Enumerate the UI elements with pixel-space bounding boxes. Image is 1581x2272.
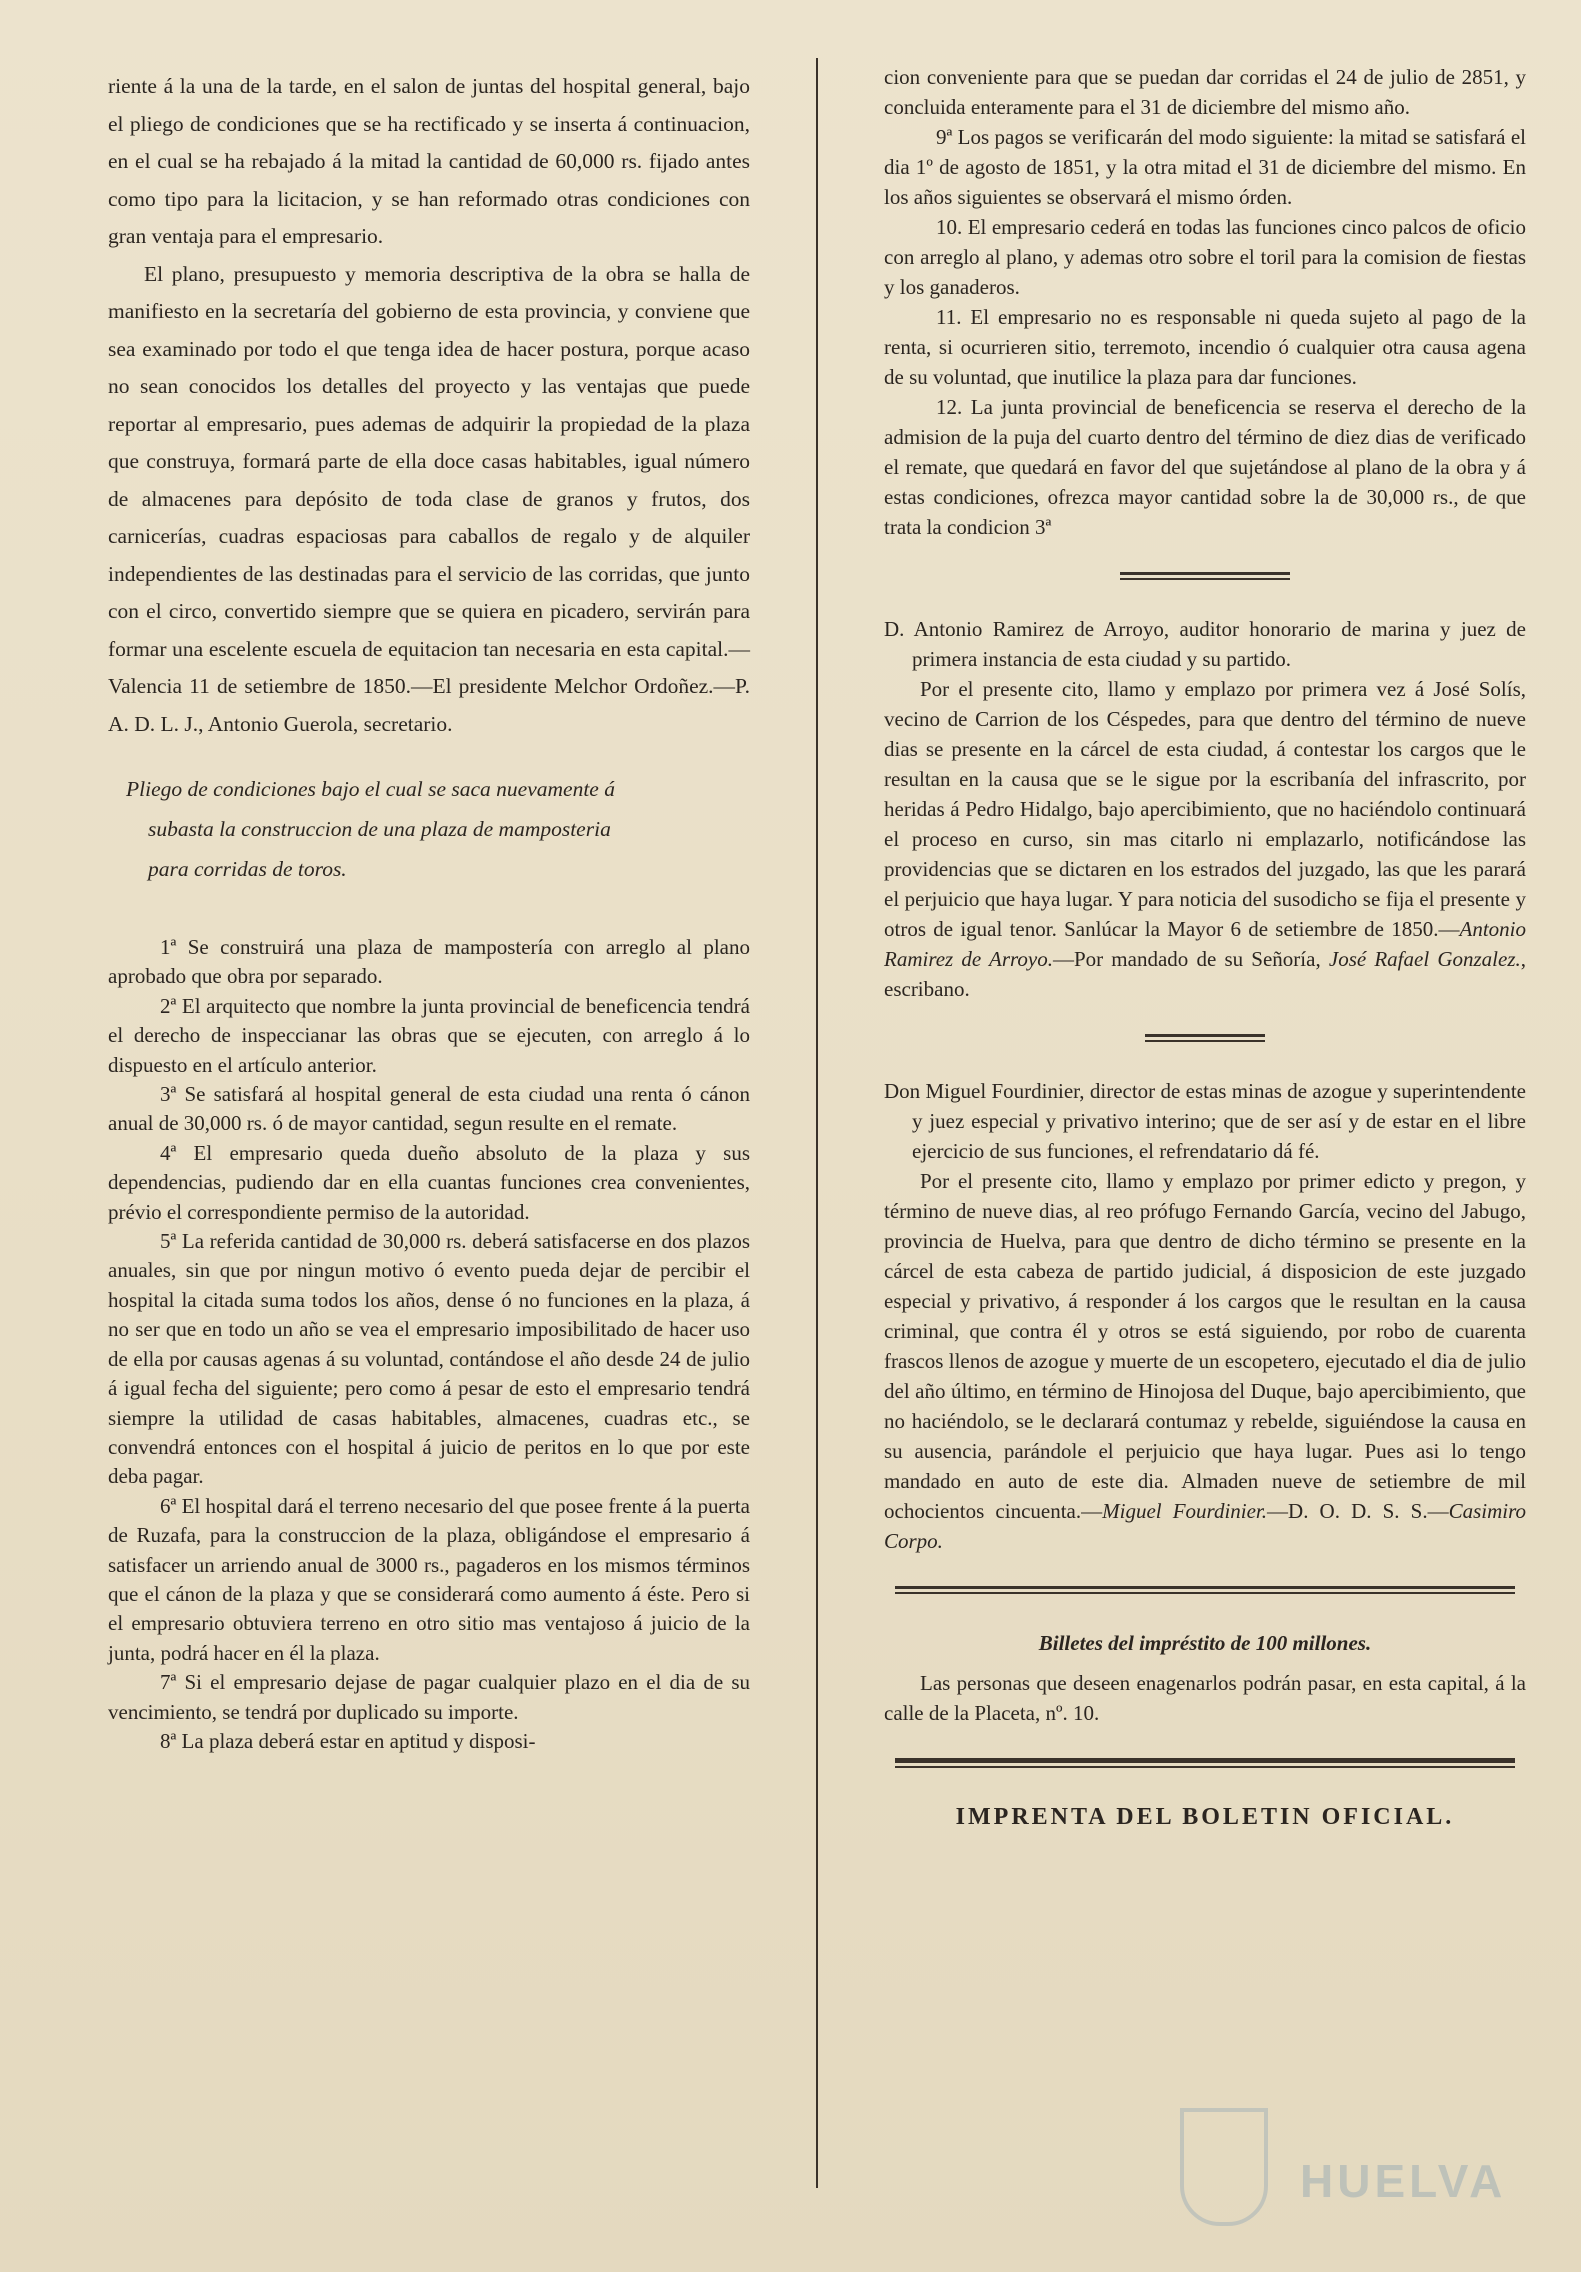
edict1-signature-judge: Antonio Ramirez de Arroyo.: [884, 917, 1526, 971]
condition-10: 10. El empresario cederá en todas las funciones cinco palcos de oficio con arreglo al plano, y ademas otro sobre el toril para la comision de fiestas y los ganaderos.: [884, 215, 1526, 299]
left-column: [108, 68, 750, 1756]
billetes-body: Las personas que deseen enagenarlos podrán pasar, en esta capital, á la calle de la Placeta, nº. 10.: [884, 1671, 1526, 1725]
condition-9: 9ª Los pagos se verificarán del modo siguiente: la mitad se satisfará el dia 1º de agosto de 1851, y la otra mitad el 31 de diciembre del mismo. En los años siguientes se observará el mismo órden.: [884, 125, 1526, 209]
section-divider: [1120, 572, 1290, 582]
billetes-title: Billetes del impréstito de 100 millones.: [1038, 1631, 1372, 1655]
printer-footer: IMPRENTA DEL BOLETIN OFICIAL.: [955, 1804, 1455, 1830]
pliego-heading-line2: subasta la construccion de una plaza de mamposteria: [148, 817, 611, 841]
condition-8: 8ª La plaza deberá estar en aptitud y disposi-: [160, 1728, 536, 1753]
section-divider: [1145, 1034, 1265, 1044]
plano-paragraph: El plano, presupuesto y memoria descriptiva de la obra se halla de manifiesto en la secretaría del gobierno de esta provincia, y conviene que sea examinado por todo el que tenga idea de hacer postura, porque acaso no sean conocidos los detalles del proyecto y las ventajas que puede reportar al empresario, pues ademas de adquirir la propiedad de la plaza que construya, formará parte de ella doce casas habitables, igual número de almacenes para depósito de toda clase de granos y frutos, dos carnicerías, cuadras espaciosas para caballos de regalo y de alquiler independientes de las destinadas para el servicio de las corridas, que junto con el circo, convertido siempre que se quiera en picadero, servirán para formar una escelente escuela de equitacion tan necesaria en esta capital.—Valencia 11 de setiembre de 1850.—El presidente Melchor Ordoñez.—P. A. D. L. J., Antonio Guerola, secretario.: [108, 261, 750, 736]
edict2-mandate: —D. O. D. S. S.—: [1267, 1499, 1449, 1523]
watermark-text: HUELVA: [1300, 2155, 1507, 2207]
edict2-signature-clerk: Casimiro Corpo.: [884, 1499, 1526, 1553]
edict2-body-text: Por el presente cito, llamo y emplazo por primer edicto y pregon, y término de nueve dias, al reo prófugo Fernando García, vecino del Jabugo, provincia de Huelva, para que dentro de dicho término se presente en la cárcel de esta cabeza de partido judicial, á disposicion de este juzgado especial y privativo, á responder á los cargos que le resultan en la causa criminal, que contra él y otros se está siguiendo, por robo de cuarenta frascos llenos de azogue y muerte de un escopetero, ejecutado el dia de julio del año último, en término de Hinojosa del Duque, bajo apercibimiento, que no haciéndolo, se le declarará contumaz y rebelde, siguiéndose la causa en su ausencia, parándole el perjuicio que haya lugar. Pues asi lo tengo mandado en auto de este dia. Almaden nueve de setiembre de mil ochocientos cincuenta.—: [884, 1169, 1526, 1523]
edict1-mandate: —Por mandado de su Señoría,: [1052, 947, 1321, 971]
edict1-body: [884, 674, 1526, 1004]
condition-5: 5ª La referida cantidad de 30,000 rs. deberá satisfacerse en dos plazos anuales, sin que por ningun motivo ó evento pueda dejar de percibir el hospital la citada suma todos los años, dense ó no funciones en la plaza, á no ser que en todo un año se vea el empresario imposibilitado de hacer uso de ella por causas agenas á su voluntad, contándose el año desde 24 de julio á igual fecha del siguiente; pero como á pesar de esto el empresario tendrá siempre la utilidad de casas habitables, almacenes, cuadras etc., se convendrá entonces con el hospital á juicio de peritos en lo que por este deba pagar.: [108, 1229, 750, 1489]
condition-8-continued: cion conveniente para que se puedan dar corridas el 24 de julio de 2851, y concluida enteramente para el 31 de diciembre del mismo año.: [884, 65, 1526, 119]
condition-2: 2ª El arquitecto que nombre la junta provincial de beneficencia tendrá el derecho de inspeccianar las obras que se ejecuten, con arreglo á lo dispuesto en el artículo anterior.: [108, 993, 750, 1077]
crest-icon: [1180, 2108, 1268, 2226]
conditions-list: [108, 933, 750, 1756]
edict2-body: [884, 1166, 1526, 1556]
condition-6: 6ª El hospital dará el terreno necesario del que posee frente á la puerta de Ruzafa, para la construccion de la plaza, obligándose el empresario á satisfacer un arriendo anual de 3000 rs., pagaderos en los mismos términos que el cánon de la plaza y que se considerará como aumento á éste. Pero si el empresario obtuviera terreno en otro sitio mas ventajoso á juicio de la junta, podrá hacer en él la plaza.: [108, 1493, 750, 1665]
condition-3: 3ª Se satisfará al hospital general de esta ciudad una renta ó cánon anual de 30,000 rs. ó de mayor cantidad, segun resulte en el remate.: [108, 1082, 750, 1136]
condition-12: 12. La junta provincial de beneficencia se reserva el derecho de la admision de la puja del cuarto dentro del término de diez dias de verificado el remate, que quedará en favor del que sujetándose al plano de la obra y á estas condiciones, ofrezca mayor cantidad sobre la de 30,000 rs., de que trata la condicion 3ª: [884, 395, 1526, 539]
condition-1: 1ª Se construirá una plaza de mampostería con arreglo al plano aprobado que obra por separado.: [108, 935, 750, 989]
condition-11: 11. El empresario no es responsable ni queda sujeto al pago de la renta, si ocurrieren sitio, terremoto, incendio ó cualquier otra causa agena de su voluntad, que inutilice la plaza para dar funciones.: [884, 305, 1526, 389]
edict2-signature-director: Miguel Fourdinier.: [1102, 1499, 1268, 1523]
condition-7: 7ª Si el empresario dejase de pagar cualquier plazo en el dia de su vencimiento, se tendrá por duplicado su importe.: [108, 1670, 750, 1724]
pliego-heading-line1: Pliego de condiciones bajo el cual se saca nuevamente á: [126, 777, 615, 801]
right-column: [884, 62, 1526, 1832]
column-divider: [816, 58, 818, 2188]
edict1-body-text: Por el presente cito, llamo y emplazo por primera vez á José Solís, vecino de Carrion de los Céspedes, para que dentro del término de nueve dias se presente en la cárcel de esta ciudad, á contestar los cargos que le resultan en la causa que se le sigue por la escribanía del infrascrito, por heridas á Pedro Hidalgo, bajo apercibimiento, que no haciéndolo continuará el proceso en curso, sin mas citarlo ni emplazarlo, notificándose las providencias que se dictaren en los estrados del juzgado, las que les parará el perjuicio que haya lugar. Y para noticia del susodicho se fija el presente y otros de igual tenor. Sanlúcar la Mayor 6 de setiembre de 1850.—: [884, 677, 1526, 941]
watermark: [1180, 2108, 1510, 2228]
footer-divider: [895, 1758, 1515, 1770]
pliego-heading: [108, 769, 750, 889]
edict1-clerk-title: , escribano.: [884, 947, 1527, 1001]
edict2-heading: Don Miguel Fourdinier, director de estas minas de azogue y superintendente y juez especial y privativo interino; que de ser así y de estar en el libre ejercicio de sus funciones, el refrendatario dá fé.: [884, 1079, 1526, 1163]
intro-paragraph: riente á la una de la tarde, en el salon de juntas del hospital general, bajo el pliego de condiciones que se ha rectificado y se inserta á continuacion, en el cual se ha rebajado á la mitad la cantidad de 60,000 rs. fijado antes como tipo para la licitacion, y se han reformado otras condiciones con gran ventaja para el empresario.: [108, 74, 750, 248]
edict1-signature-clerk: José Rafael Gonzalez.: [1328, 947, 1521, 971]
section-divider-double: [895, 1586, 1515, 1596]
pliego-heading-line3: para corridas de toros.: [148, 857, 347, 881]
condition-4: 4ª El empresario queda dueño absoluto de la plaza y sus dependencias, pudiendo dar en ella cuantas funciones crea convenientes, prévio el correspondiente permiso de la autoridad.: [108, 1140, 750, 1224]
edict1-heading: D. Antonio Ramirez de Arroyo, auditor honorario de marina y juez de primera instancia de esta ciudad y su partido.: [884, 617, 1526, 671]
